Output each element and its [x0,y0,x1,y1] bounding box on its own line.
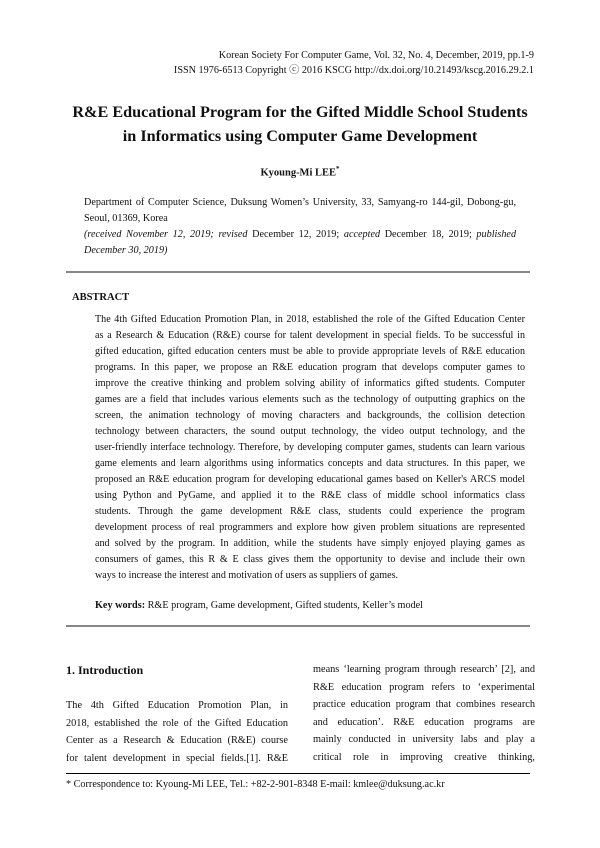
paragraph-line: for talent development in special fields.[1]. R&E [66,752,288,764]
abstract-line: development process of real programmers and explore how given problem situations are represented [95,522,525,533]
section-divider [66,625,530,627]
received-label: (received [84,229,122,240]
journal-header-line: Korean Society For Computer Game, Vol. 32, No. 4, December, 2019, pp.1-9 [218,50,534,61]
keywords-text: R&E program, Game development, Gifted students, Keller’s model [147,600,424,611]
paragraph-line: R&E education program refers to ‘experimental [313,681,535,693]
abstract-body [95,312,525,584]
author-footnote-mark: * [336,165,340,173]
paragraph-line: mainly conducted in university labs and play a [313,734,535,745]
received-date: November 12, 2019; [126,229,214,240]
abstract-line: game elements and learn algorithms using informatics concepts and data structures. In this paper, we [95,458,525,469]
issn-copyright-line: ISSN 1976-6513 Copyright ⓒ 2016 KSCG http://dx.doi.org/10.21493/kscg.2016.29.2.1 [173,65,534,76]
abstract-heading: ABSTRACT [72,292,130,303]
abstract-line: games are a field that includes various elements such as the technology of outputting graphics on the [95,394,525,405]
footnote-rule [66,773,530,774]
received-dates-line-2 [84,243,516,259]
abstract-line: screen, the animation technology of moving characters and backgrounds, the collision detection [95,410,525,421]
received-dates-line-1 [84,227,516,243]
abstract-line: as a Research & Education (R&E) course for talent development in special fields. To be successful in [95,330,525,341]
paragraph-line: practice education program that combines research [313,699,535,710]
author-name [0,165,600,179]
published-label: published [476,229,517,240]
paragraph-line: Center as a Research & Education (R&E) course [66,735,288,746]
paragraph-line: and education’. R&E education programs are [313,716,535,728]
abstract-line: improve the creative thinking and problem solving ability of informatics gifted students. Computer [95,378,525,389]
section-divider [66,271,530,273]
published-date: December 30, 2019) [84,245,168,256]
abstract-line: consumers of games, this R & E class gives them the opportunity to devise and include their own [95,554,525,565]
keywords-label: Key words: [95,600,146,611]
paragraph-line: The 4th Gifted Education Promotion Plan, in [66,700,288,711]
paper-title-line-2: in Informatics using Computer Game Development [122,127,478,145]
introduction-left-column [66,697,288,767]
abstract-line: user-friendly interface technology. Therefore, by developing computer games, students can learn various [95,442,525,453]
abstract-line: and solved by the program. In addition, while the students have simply enjoyed playing games as [95,538,525,549]
abstract-line: gifted education, gifted education centers must be able to provide appropriate levels of R&E education [95,346,525,357]
introduction-heading: 1. Introduction [66,663,144,677]
revised-date: December 12, 2019; [252,229,340,240]
affiliation-line-1: Department of Computer Science, Duksung Women’s University, 33, Samyang-ro 144-gil, Dobong-gu, [84,197,516,208]
keywords [95,600,423,611]
correspondence-footnote: * Correspondence to: Kyoung-Mi LEE, Tel.: +82-2-901-8348 E-mail: kmlee@duksung.ac.kr [66,779,445,790]
abstract-line: using Python and PyGame, and applied it to the R&E class of middle school informatics class [95,490,525,501]
abstract-line: programs. In this paper, we propose an R&E education program that develops computer games to [95,362,525,373]
revised-label: revised [218,229,248,240]
paragraph-line: critical role in improving creative thinking, [313,751,535,763]
accepted-label: accepted [343,229,381,240]
introduction-right-column [313,661,535,766]
abstract-line: ways to increase the interest and motivation of users as suppliers of games. [95,570,399,581]
paragraph-line: 2018, established the role of the Gifted Education [66,717,288,729]
abstract-line: technology between characters, the sound output technology, the video output technology, and the [95,426,525,437]
affiliation-line-2: Seoul, 01369, Korea [84,213,168,224]
author-name-text: Kyoung-Mi LEE [260,167,337,179]
abstract-line: proposed an R&E education program for developing educational games based on Keller's ARCS model [95,474,525,485]
paragraph-line: means ‘learning program through research’ [2], and [313,664,535,675]
abstract-line: students. Through the game development R&E class, students could experience the program [95,506,525,517]
abstract-line: The 4th Gifted Education Promotion Plan, in 2018, established the role of the Gifted Education Center [95,314,525,325]
paper-title-line-1: R&E Educational Program for the Gifted Middle School Students [72,103,528,121]
accepted-date: December 18, 2019; [384,229,472,240]
